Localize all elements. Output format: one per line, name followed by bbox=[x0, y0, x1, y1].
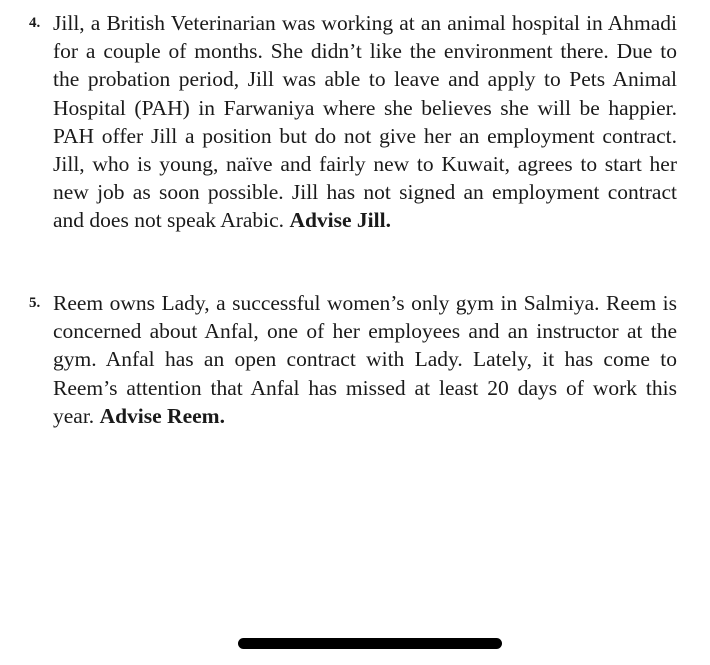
question-number: 5. bbox=[29, 295, 41, 311]
home-indicator-bar[interactable] bbox=[238, 638, 502, 649]
advise-instruction: Advise Reem. bbox=[99, 403, 225, 428]
question-4 bbox=[29, 9, 677, 235]
question-text: Jill, a British Veterinarian was working at an animal hospital in Ahmadi for a couple of months. She didn’t like the environment there. Due to the probation period, Jill was able to leave and apply to Pets Animal Hospital (PAH) in Farwaniya where she believes she will be happier. PAH offer Jill a position but do not give her an employment contract. Jill, who is young, naïve and fairly new to Kuwait, agrees to start her new job as soon possible. Jill has not signed an employment contract and does not speak Arabic. bbox=[53, 11, 677, 233]
question-number: 4. bbox=[29, 15, 41, 31]
question-5 bbox=[29, 289, 677, 430]
question-text: Reem owns Lady, a successful women’s only gym in Salmiya. Reem is concerned about Anfal, one of her employees and an instructor at the gym. Anfal has an open contract with Lady. Lately, it has come to Reem’s attention that Anfal has missed at least 20 days of work this year. bbox=[53, 291, 677, 428]
advise-instruction: Advise Jill. bbox=[289, 208, 391, 233]
